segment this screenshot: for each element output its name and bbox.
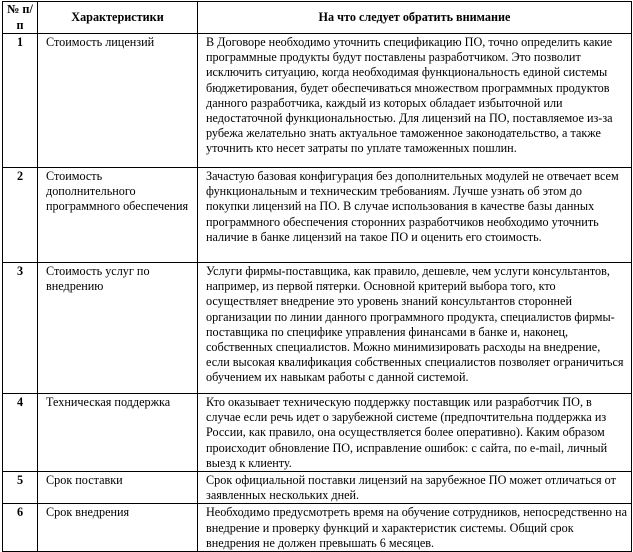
- header-num: № п/п: [3, 2, 38, 34]
- table-row: [3, 34, 632, 168]
- row-characteristic: Техническая поддержка: [38, 394, 198, 472]
- table-row: [3, 263, 632, 394]
- row-num: 6: [3, 504, 38, 552]
- row-attention: Необходимо предусмотреть время на обучение сотрудников, непосредственно на внедрение и проверку функций и характеристик системы. Общий срок внедрения не должен превышать 6 месяцев.: [198, 504, 632, 552]
- row-attention: В Договоре необходимо уточнить спецификацию ПО, точно определить какие программные продукты будут поставлены разработчиком. Это позволит исключить ситуацию, когда необходимая функциональность единой системы бюджетирования, будет обеспечиваться множеством программных продуктов данного разработчика, каждый из которых обладает избыточной или недостаточной функциональностью. Для лицензий на ПО, поставляемое из-за рубежа желательно знать актуальное таможенное законодательство, а также уточнить кто несет затраты по уплате таможенных пошлин.: [198, 34, 632, 168]
- table-row: [3, 472, 632, 504]
- table-row: [3, 394, 632, 472]
- row-attention: Зачастую базовая конфигурация без дополнительных модулей не отвечает всем функциональным и техническим требованиям. Лучше узнать об этом до покупки лицензий на ПО. В случае использования в качестве базы данных программного обеспечения сторонних разработчиков необходимо уточнить наличие в банке лицензий на такое ПО и оценить его стоимость.: [198, 168, 632, 263]
- table-row: [3, 168, 632, 263]
- row-characteristic: Стоимость услуг по внедрению: [38, 263, 198, 394]
- characteristics-table: [2, 1, 632, 552]
- table-row: [3, 504, 632, 552]
- header-attention: На что следует обратить внимание: [198, 2, 632, 34]
- row-num: 4: [3, 394, 38, 472]
- header-characteristic: Характеристики: [38, 2, 198, 34]
- row-characteristic: Срок поставки: [38, 472, 198, 504]
- row-num: 5: [3, 472, 38, 504]
- row-characteristic: Срок внедрения: [38, 504, 198, 552]
- table-header-row: [3, 2, 632, 34]
- row-attention: Услуги фирмы-поставщика, как правило, дешевле, чем услуги консультантов, например, из первой пятерки. Основной критерий выбора того, кто осуществляет внедрение это уровень знаний консультантов сторонней организации по линии данного программного продукта, специалистов фирмы-поставщика по специфике управления финансами в банке и, наконец, собственных специалистов. Можно минимизировать расходы на внедрение, если высокая квалификация собственных специалистов позволяет ограничиться обучением их навыкам работы с данной системой.: [198, 263, 632, 394]
- row-num: 1: [3, 34, 38, 168]
- row-attention: Срок официальной поставки лицензий на зарубежное ПО может отличаться от заявленных нескольких дней.: [198, 472, 632, 504]
- row-num: 2: [3, 168, 38, 263]
- row-characteristic: Стоимость лицензий: [38, 34, 198, 168]
- row-num: 3: [3, 263, 38, 394]
- row-characteristic: Стоимость дополнительного программного обеспечения: [38, 168, 198, 263]
- row-attention: Кто оказывает техническую поддержку поставщик или разработчик ПО, в случае если речь идет о зарубежной системе (предпочтительна поддержка из России, как правило, она осуществляется более оперативно). Каким образом происходит обновление ПО, исправление ошибок: с сайта, по e-mail, личный выезд к клиенту.: [198, 394, 632, 472]
